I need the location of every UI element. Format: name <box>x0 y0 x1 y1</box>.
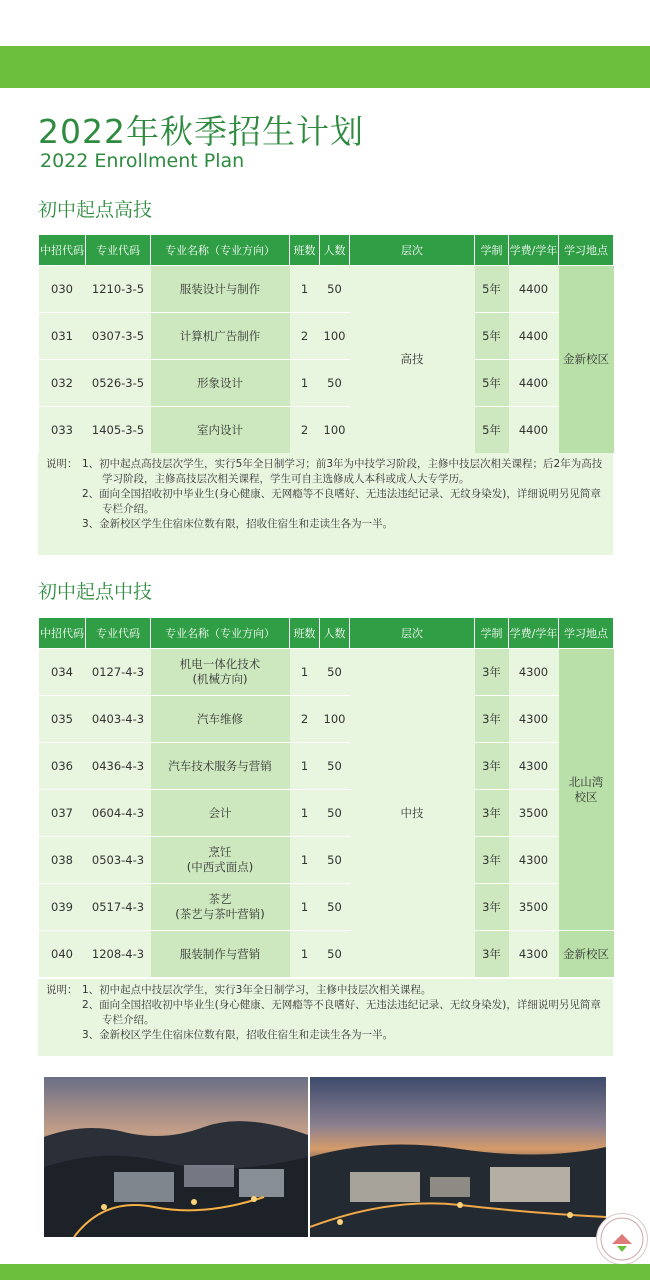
bottom-banner-bar <box>0 1264 650 1280</box>
people-cell: 50 <box>320 266 350 313</box>
header-cell: 学习地点 <box>559 235 614 266</box>
enrollment-table-senior-tech <box>38 234 614 454</box>
table-row <box>39 407 614 454</box>
people-cell: 50 <box>320 649 350 696</box>
zhongzhao-code-cell: 035 <box>39 696 86 743</box>
school-seal-graphic <box>597 1214 647 1264</box>
page-subtitle: 2022 Enrollment Plan <box>40 150 245 172</box>
classes-cell: 1 <box>290 884 320 931</box>
location-cell: 金新校区 <box>559 931 614 978</box>
fee-cell: 4400 <box>509 313 559 360</box>
zhongzhao-code-cell: 030 <box>39 266 86 313</box>
classes-cell: 1 <box>290 360 320 407</box>
classes-cell: 1 <box>290 266 320 313</box>
header-cell: 人数 <box>320 235 350 266</box>
people-cell: 100 <box>320 313 350 360</box>
major-code-cell: 1208-4-3 <box>86 931 151 978</box>
major-code-cell: 0403-4-3 <box>86 696 151 743</box>
level-cell: 中技 <box>350 649 475 978</box>
years-cell: 5年 <box>475 313 509 360</box>
zhongzhao-code-cell: 034 <box>39 649 86 696</box>
note-item: 2、面向全国招收初中毕业生(身心健康、无网瘾等不良嗜好、无违法违纪记录、无纹身染发)，详细说明另见简章专栏介绍。 <box>82 488 601 515</box>
header-cell: 人数 <box>320 618 350 649</box>
years-cell: 3年 <box>475 931 509 978</box>
note-item: 3、金新校区学生住宿床位数有限，招收住宿生和走读生各为一半。 <box>82 518 394 530</box>
section2-title: 初中起点中技 <box>38 581 153 603</box>
major-code-cell: 0526-3-5 <box>86 360 151 407</box>
people-cell: 50 <box>320 743 350 790</box>
years-cell: 3年 <box>475 790 509 837</box>
years-cell: 3年 <box>475 696 509 743</box>
classes-cell: 2 <box>290 313 320 360</box>
header-cell: 班数 <box>290 235 320 266</box>
enrollment-table-mid-tech <box>38 617 614 978</box>
people-cell: 50 <box>320 931 350 978</box>
years-cell: 5年 <box>475 266 509 313</box>
classes-cell: 1 <box>290 743 320 790</box>
fee-cell: 3500 <box>509 790 559 837</box>
level-cell: 高技 <box>350 266 475 454</box>
fee-cell: 4300 <box>509 931 559 978</box>
table-row <box>39 743 614 790</box>
header-cell: 专业代码 <box>86 235 151 266</box>
fee-cell: 4300 <box>509 837 559 884</box>
header-cell: 学习地点 <box>559 618 614 649</box>
major-code-cell: 0307-3-5 <box>86 313 151 360</box>
header-cell: 专业名称（专业方向） <box>151 235 290 266</box>
zhongzhao-code-cell: 033 <box>39 407 86 454</box>
section2-notes <box>38 979 613 1056</box>
major-name-cell: 计算机广告制作 <box>151 313 290 360</box>
fee-cell: 4400 <box>509 266 559 313</box>
people-cell: 50 <box>320 837 350 884</box>
header-cell: 层次 <box>350 235 475 266</box>
major-code-cell: 1210-3-5 <box>86 266 151 313</box>
location-cell: 金新校区 <box>559 266 614 454</box>
classes-cell: 1 <box>290 837 320 884</box>
campus-photo-left <box>44 1077 308 1237</box>
classes-cell: 2 <box>290 407 320 454</box>
major-name-cell: 汽车维修 <box>151 696 290 743</box>
school-seal-icon <box>596 1213 648 1265</box>
section1-notes <box>38 453 613 555</box>
years-cell: 3年 <box>475 837 509 884</box>
note-item: 2、面向全国招收初中毕业生(身心健康、无网瘾等不良嗜好、无违法违纪记录、无纹身染发)，详细说明另见简章专栏介绍。 <box>82 999 601 1026</box>
table-header-row <box>39 235 614 266</box>
table-row <box>39 884 614 931</box>
section1-title: 初中起点高技 <box>38 199 153 221</box>
note-item: 3、金新校区学生住宿床位数有限，招收住宿生和走读生各为一半。 <box>82 1029 394 1041</box>
zhongzhao-code-cell: 031 <box>39 313 86 360</box>
header-cell: 学制 <box>475 235 509 266</box>
major-code-cell: 0517-4-3 <box>86 884 151 931</box>
major-direction-line: (机械方向) <box>192 672 248 686</box>
table-row <box>39 837 614 884</box>
major-name-cell <box>151 837 290 884</box>
zhongzhao-code-cell: 038 <box>39 837 86 884</box>
location-text: 北山湾校区 <box>568 774 604 804</box>
major-name-line: 机电一体化技术 <box>179 657 261 671</box>
major-name-cell: 服装制作与营销 <box>151 931 290 978</box>
table-row <box>39 790 614 837</box>
table-row <box>39 696 614 743</box>
major-name-cell: 汽车技术服务与营销 <box>151 743 290 790</box>
header-cell: 专业名称（专业方向） <box>151 618 290 649</box>
header-cell: 学制 <box>475 618 509 649</box>
major-code-cell: 0127-4-3 <box>86 649 151 696</box>
major-code-cell: 1405-3-5 <box>86 407 151 454</box>
major-direction-line: (茶艺与茶叶营销) <box>175 907 265 921</box>
classes-cell: 1 <box>290 790 320 837</box>
table-row <box>39 313 614 360</box>
header-cell: 中招代码 <box>39 618 86 649</box>
years-cell: 3年 <box>475 884 509 931</box>
major-name-cell <box>151 884 290 931</box>
classes-cell: 1 <box>290 931 320 978</box>
header-cell: 专业代码 <box>86 618 151 649</box>
note-item: 1、初中起点高技层次学生，实行5年全日制学习；前3年为中技学习阶段，主修中技层次相关课程；后2年为高技学习阶段，主修高技层次相关课程，学生可自主选修成人本科或成人大专学历。 <box>82 458 603 485</box>
campus-photo-right <box>310 1077 606 1237</box>
people-cell: 100 <box>320 407 350 454</box>
major-name-line: 茶艺 <box>208 892 232 906</box>
major-code-cell: 0503-4-3 <box>86 837 151 884</box>
table-row <box>39 266 614 313</box>
years-cell: 5年 <box>475 407 509 454</box>
header-cell: 学费/学年 <box>509 235 559 266</box>
location-cell <box>559 649 614 931</box>
top-banner-bar <box>0 46 650 88</box>
major-direction-line: (中西式面点) <box>186 860 254 874</box>
classes-cell: 2 <box>290 696 320 743</box>
people-cell: 100 <box>320 696 350 743</box>
major-name-cell: 形象设计 <box>151 360 290 407</box>
table-row <box>39 360 614 407</box>
table-row <box>39 931 614 978</box>
header-cell: 层次 <box>350 618 475 649</box>
major-name-cell: 会计 <box>151 790 290 837</box>
note-item: 1、初中起点中技层次学生，实行3年全日制学习，主修中技层次相关课程。 <box>82 984 432 996</box>
zhongzhao-code-cell: 040 <box>39 931 86 978</box>
people-cell: 50 <box>320 790 350 837</box>
fee-cell: 4300 <box>509 696 559 743</box>
major-code-cell: 0604-4-3 <box>86 790 151 837</box>
fee-cell: 3500 <box>509 884 559 931</box>
major-name-line: 烹饪 <box>208 845 232 859</box>
table-row <box>39 649 614 696</box>
years-cell: 3年 <box>475 743 509 790</box>
zhongzhao-code-cell: 032 <box>39 360 86 407</box>
major-name-cell <box>151 649 290 696</box>
major-code-cell: 0436-4-3 <box>86 743 151 790</box>
campus-night-aerial-right <box>310 1077 606 1237</box>
years-cell: 5年 <box>475 360 509 407</box>
major-name-cell: 服装设计与制作 <box>151 266 290 313</box>
zhongzhao-code-cell: 039 <box>39 884 86 931</box>
zhongzhao-code-cell: 036 <box>39 743 86 790</box>
fee-cell: 4400 <box>509 407 559 454</box>
page-title: 2022年秋季招生计划 <box>38 112 364 151</box>
people-cell: 50 <box>320 360 350 407</box>
notes-label: 说明： <box>46 984 78 996</box>
years-cell: 3年 <box>475 649 509 696</box>
header-cell: 班数 <box>290 618 320 649</box>
people-cell: 50 <box>320 884 350 931</box>
fee-cell: 4400 <box>509 360 559 407</box>
classes-cell: 1 <box>290 649 320 696</box>
header-cell: 中招代码 <box>39 235 86 266</box>
table-header-row <box>39 618 614 649</box>
zhongzhao-code-cell: 037 <box>39 790 86 837</box>
campus-night-aerial-left <box>44 1077 308 1237</box>
fee-cell: 4300 <box>509 743 559 790</box>
notes-label: 说明： <box>46 458 78 470</box>
header-cell: 学费/学年 <box>509 618 559 649</box>
major-name-cell: 室内设计 <box>151 407 290 454</box>
fee-cell: 4300 <box>509 649 559 696</box>
